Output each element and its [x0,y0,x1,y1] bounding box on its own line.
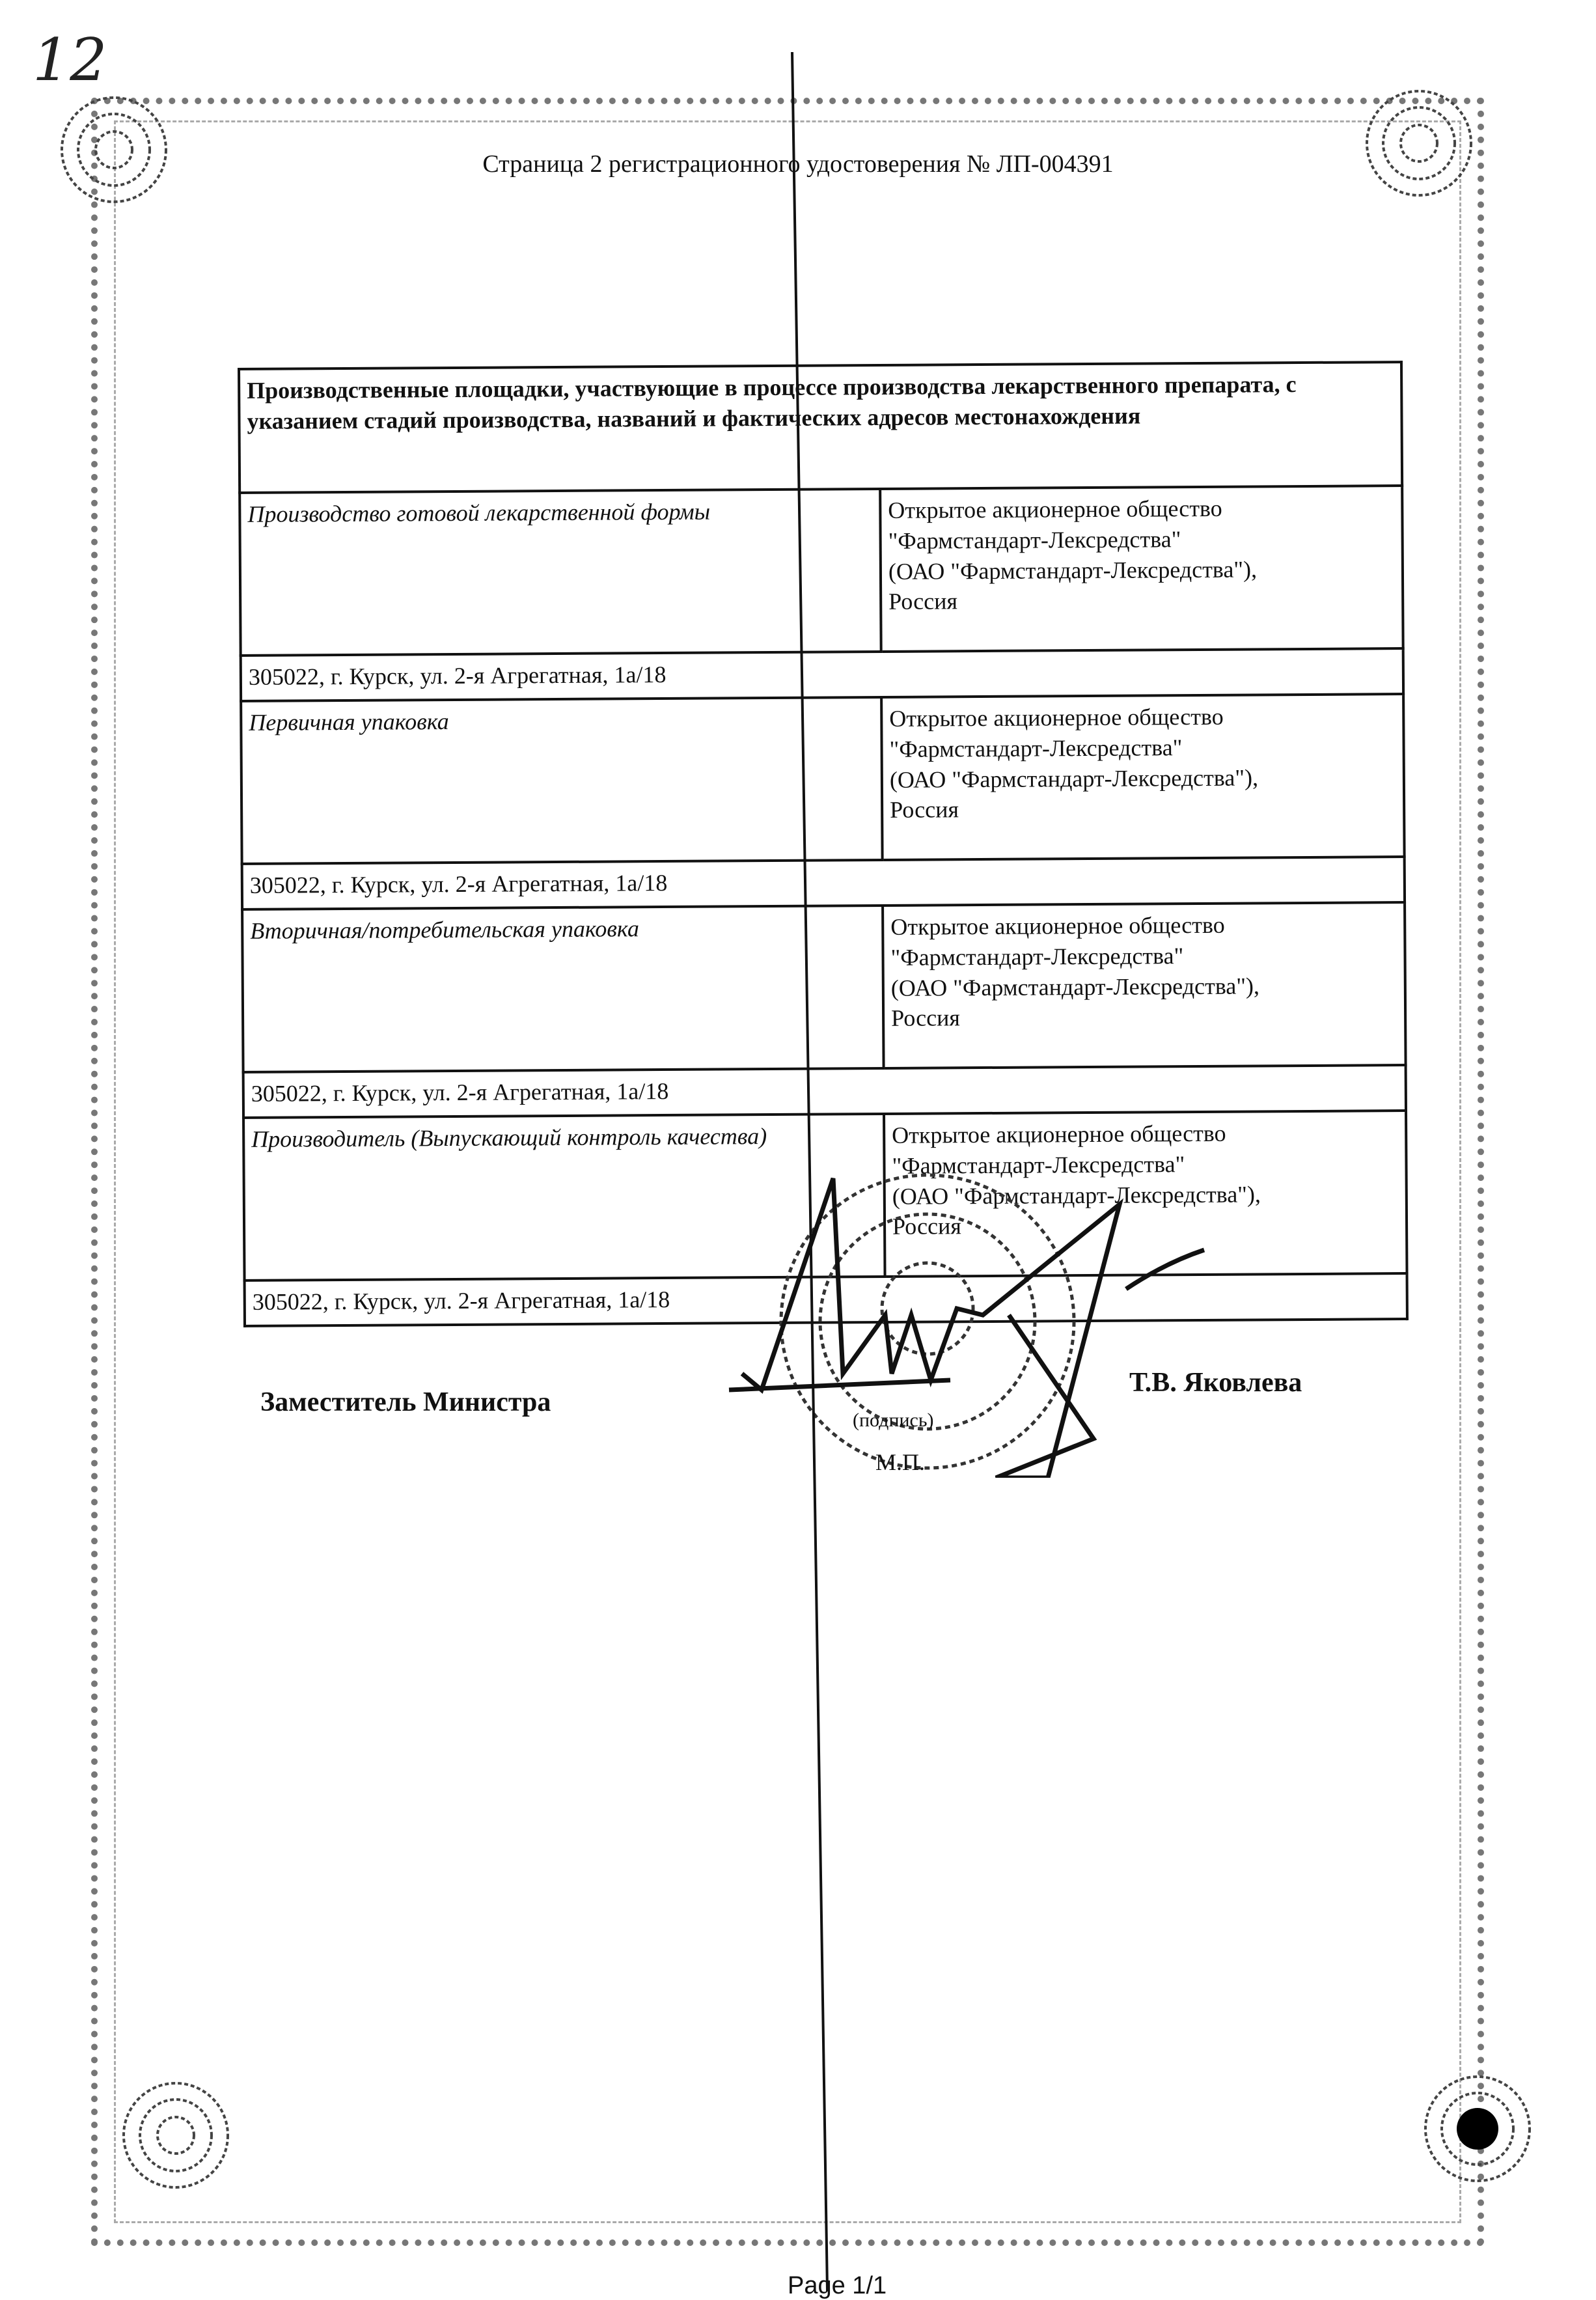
org-line: Открытое акционерное общество [892,1120,1226,1148]
org-line: "Фармстандарт-Лексредства" [890,942,1184,971]
table-row [241,694,1404,864]
org-line: Открытое акционерное общество [890,911,1225,940]
address-cell: 305022, г. Курск, ул. 2-я Агрегатная, 1а/18 [243,1065,1406,1118]
org-cell [883,902,1406,1068]
org-line: Россия [891,1005,961,1032]
address-cell: 305022, г. Курск, ул. 2-я Агрегатная, 1а/18 [241,648,1403,701]
stage-cell: Производство готовой лекарственной формы [240,489,881,656]
corner-ornament-icon [1412,2064,1543,2194]
org-cell [881,694,1405,860]
org-line: (ОАО "Фармстандарт-Лексредства"), [892,1181,1261,1210]
page-title: Страница 2 регистрационного удостоверения № ЛП-004391 [482,150,1114,178]
org-line: (ОАО "Фармстандарт-Лексредства"), [889,764,1259,793]
org-line: "Фармстандарт-Лексредства" [888,525,1181,554]
org-line: "Фармстандарт-Лексредства" [892,1150,1185,1179]
org-line: (ОАО "Фармстандарт-Лексредства"), [888,556,1258,585]
org-line: Россия [888,588,958,615]
table-row [242,902,1405,1072]
org-line: Россия [890,796,959,824]
signatory-name: Т.В. Яковлева [1129,1368,1302,1398]
table-row [240,486,1403,656]
stage-cell: Вторичная/потребительская упаковка [242,906,884,1072]
stage-cell: Первичная упаковка [241,697,883,864]
table-header: Производственные площадки, участвующие в процессе производства лекарственного препарата, с указанием стадий производства, названий и фактических адресов местонахождения [239,362,1402,493]
signature-caption: (подпись) [853,1409,934,1431]
corner-ornament-icon [1354,78,1484,208]
org-line: Открытое акционерное общество [888,495,1222,523]
org-line: "Фармстандарт-Лексредства" [889,734,1183,762]
stage-cell: Производитель (Выпускающий контроль качества) [243,1114,885,1281]
address-cell: 305022, г. Курск, ул. 2-я Агрегатная, 1а/18 [245,1273,1407,1326]
org-cell [880,486,1403,652]
handwritten-page-number: 12 [33,26,107,94]
org-line: (ОАО "Фармстандарт-Лексредства"), [890,973,1260,1001]
org-line: Открытое акционерное общество [889,703,1224,732]
address-cell: 305022, г. Курск, ул. 2-я Агрегатная, 1а/18 [242,857,1405,909]
corner-ornament-icon [111,2070,241,2200]
signatory-position: Заместитель Министра [260,1387,551,1417]
signature-icon [722,1165,1276,1478]
stamp-caption: М.П. [875,1449,926,1475]
org-line: Россия [892,1213,962,1240]
page-footer: Page 1/1 [788,2272,887,2299]
